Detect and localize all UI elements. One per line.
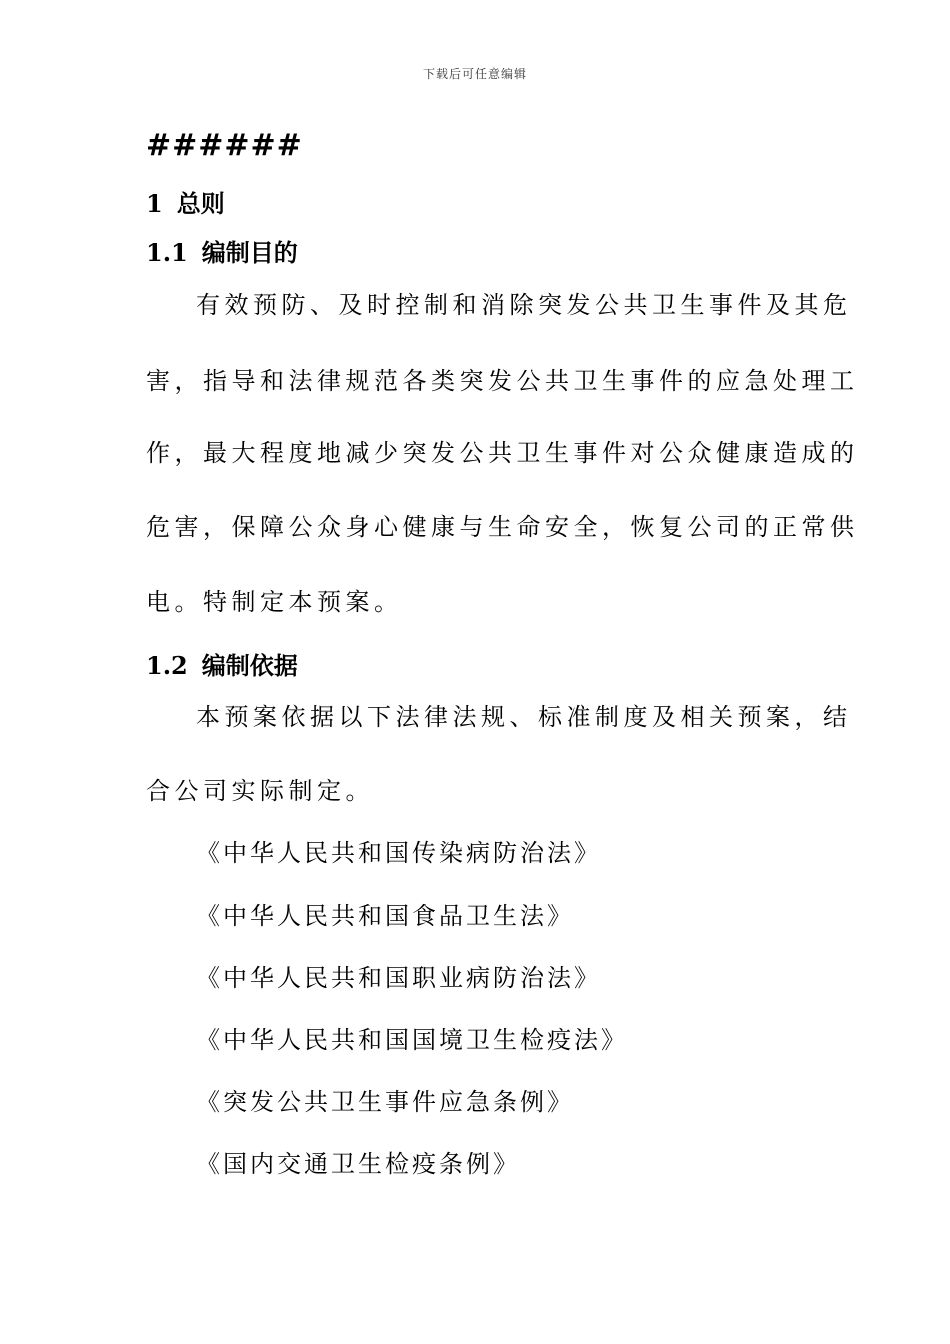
section-1-number: 1 <box>146 189 163 218</box>
section-1-1-title: 编制目的 <box>201 238 298 267</box>
law-item: 《中华人民共和国食品卫生法》 <box>196 902 574 930</box>
law-item: 《突发公共卫生事件应急条例》 <box>196 1088 574 1116</box>
law-item: 《中华人民共和国传染病防治法》 <box>196 839 601 867</box>
basis-line-1: 本预案依据以下法律法规、标准制度及相关预案，结 <box>196 703 852 731</box>
section-1-1-number: 1.1 <box>146 238 188 267</box>
purpose-line-5: 电。特制定本预案。 <box>146 588 403 616</box>
section-1-heading <box>146 184 225 219</box>
purpose-line-1: 有效预防、及时控制和消除突发公共卫生事件及其危 <box>196 291 852 319</box>
document-title: ###### <box>146 128 303 163</box>
law-item: 《国内交通卫生检疫条例》 <box>196 1150 520 1178</box>
basis-line-2: 合公司实际制定。 <box>146 777 374 805</box>
section-1-1-heading <box>146 233 298 268</box>
section-1-title: 总则 <box>176 189 225 218</box>
purpose-line-4: 危害，保障公众身心健康与生命安全，恢复公司的正常供 <box>146 513 859 541</box>
purpose-line-2: 害，指导和法律规范各类突发公共卫生事件的应急处理工 <box>146 367 859 395</box>
law-item: 《中华人民共和国国境卫生检疫法》 <box>196 1026 628 1054</box>
purpose-line-3: 作，最大程度地减少突发公共卫生事件对公众健康造成的 <box>146 439 859 467</box>
section-1-2-title: 编制依据 <box>201 651 298 680</box>
law-item: 《中华人民共和国职业病防治法》 <box>196 964 601 992</box>
section-1-2-heading <box>146 646 298 681</box>
header-note: 下载后可任意编辑 <box>422 67 527 81</box>
section-1-2-number: 1.2 <box>146 651 188 680</box>
